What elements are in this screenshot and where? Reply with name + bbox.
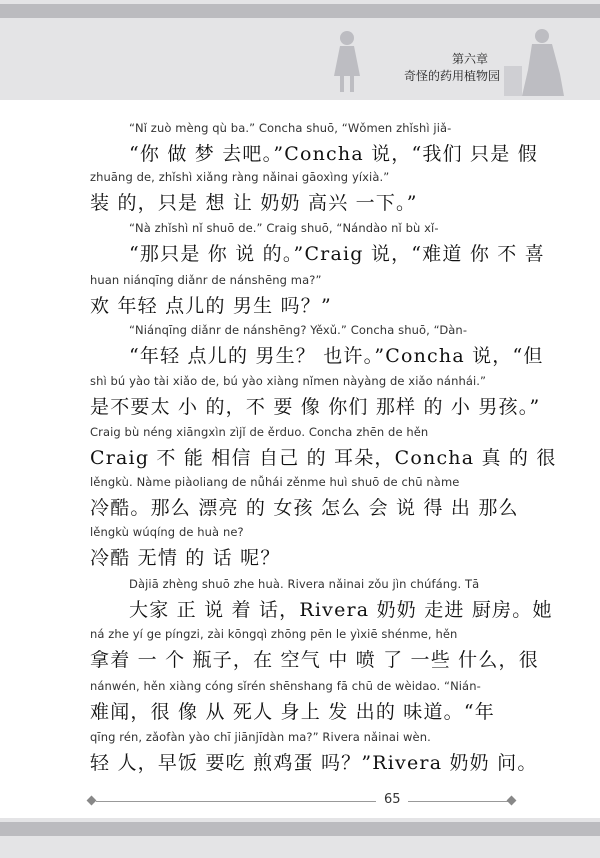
- page-number: 65: [384, 792, 401, 807]
- seated-woman-silhouette-icon: [500, 26, 570, 100]
- hanzi-line: 欢 年轻 点儿的 男生 吗？”: [90, 295, 332, 317]
- footer-diamond-icon: [507, 796, 517, 806]
- hanzi-line: 冷酷 无情 的 话 呢？: [90, 547, 281, 569]
- hanzi-line: 装 的，只是 想 让 奶奶 高兴 一下。”: [90, 192, 418, 214]
- pinyin-line: “Nà zhǐshì nǐ shuō de.” Craig shuō, “Nándào nǐ bù xǐ-: [129, 221, 439, 235]
- pinyin-line: shì bú yào tài xiǎo de, bú yào xiàng nǐmen nàyàng de xiǎo nánhái.”: [90, 374, 487, 388]
- pinyin-line: huan niánqīng diǎnr de nánshēng ma?”: [90, 273, 322, 287]
- pinyin-line: “Niánqīng diǎnr de nánshēng? Yěxǔ.” Concha shuō, “Dàn-: [129, 323, 468, 337]
- pinyin-line: Dàjiā zhèng shuō zhe huà. Rivera nǎinai zǒu jìn chúfáng. Tā: [129, 577, 480, 591]
- hanzi-line: 是不要太 小 的，不 要 像 你们 那样 的 小 男孩。”: [90, 396, 541, 418]
- pinyin-line: “Nǐ zuò mèng qù ba.” Concha shuō, “Wǒmen zhǐshì jiǎ-: [129, 121, 452, 135]
- hanzi-line: “年轻 点儿的 男生？ 也许。”Concha 说，“但: [129, 345, 544, 367]
- hanzi-line: 大家 正 说 着 话，Rivera 奶奶 走进 厨房。她: [129, 599, 553, 621]
- hanzi-line: “那只是 你 说 的。”Craig 说，“难道 你 不 喜: [129, 243, 545, 265]
- pinyin-line: qīng rén, zǎofàn yào chī jiānjīdàn ma?” Rivera nǎinai wèn.: [90, 730, 431, 744]
- footer-rule-right: [408, 801, 508, 802]
- pinyin-line: lěngkù wúqíng de huà ne?: [90, 525, 244, 539]
- footer-diamond-icon: [87, 796, 97, 806]
- decorative-border-top: [0, 4, 600, 18]
- pinyin-line: ná zhe yí ge píngzi, zài kōngqì zhōng pēn le yìxiē shénme, hěn: [90, 627, 458, 641]
- hanzi-line: 冷酷。那么 漂亮 的 女孩 怎么 会 说 得 出 那么: [90, 497, 519, 519]
- pinyin-line: Craig bù néng xiāngxìn zìjǐ de ěrduo. Concha zhēn de hěn: [90, 425, 429, 439]
- pinyin-line: nánwén, hěn xiàng cóng sǐrén shēnshang fā chū de wèidao. “Nián-: [90, 679, 481, 693]
- hanzi-line: Craig 不 能 相信 自己 的 耳朵，Concha 真 的 很: [90, 447, 557, 469]
- chapter-title: 奇怪的药用植物园: [403, 69, 500, 83]
- hanzi-line: 难闻，很 像 从 死人 身上 发 出的 味道。“年: [90, 701, 495, 723]
- footer-rule-left: [96, 801, 376, 802]
- decorative-border-bottom: [0, 822, 600, 836]
- pinyin-line: zhuāng de, zhǐshì xiǎng ràng nǎinai gāoxìng yíxià.”: [90, 170, 390, 184]
- hanzi-line: 轻 人，早饭 要吃 煎鸡蛋 吗？”Rivera 奶奶 问。: [90, 752, 538, 774]
- girl-silhouette-icon: [322, 28, 372, 98]
- hanzi-line: “你 做 梦 去吧。”Concha 说，“我们 只是 假: [129, 143, 538, 165]
- chapter-number: 第六章: [451, 52, 488, 66]
- pinyin-line: lěngkù. Nàme piàoliang de nǚhái zěnme huì shuō de chū nàme: [90, 475, 460, 489]
- hanzi-line: 拿着 一 个 瓶子，在 空气 中 喷 了 一些 什么，很: [90, 649, 539, 671]
